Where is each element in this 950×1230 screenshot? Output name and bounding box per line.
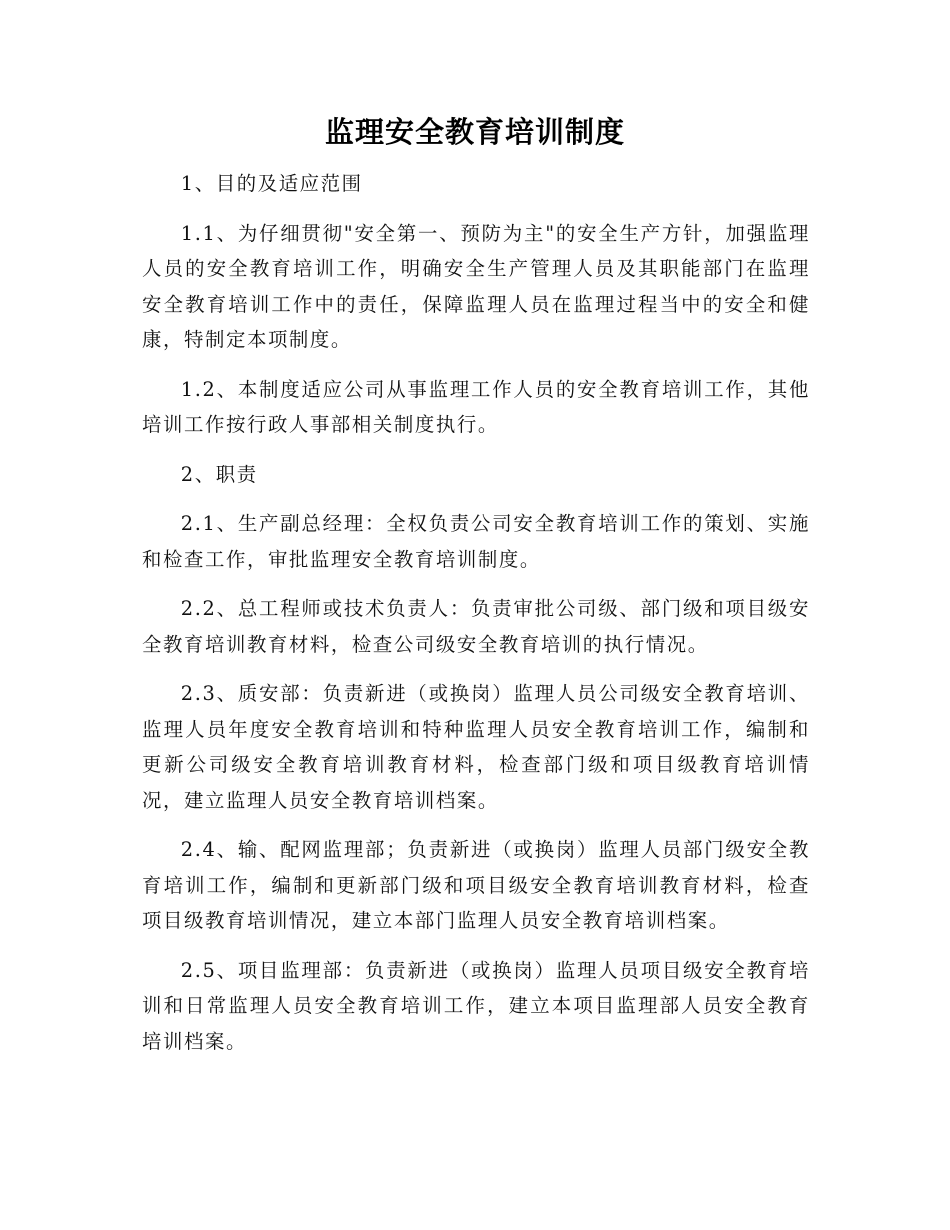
paragraph-1-2: 1.2、本制度适应公司从事监理工作人员的安全教育培训工作，其他培训工作按行政人事部相关制度执行。 bbox=[142, 377, 810, 436]
paragraph-2-1: 2.1、生产副总经理：全权负责公司安全教育培训工作的策划、实施和检查工作，审批监理安全教育培训制度。 bbox=[142, 512, 810, 571]
section-heading-2: 2、职责 bbox=[180, 462, 258, 486]
document-title: 监理安全教育培训制度 bbox=[324, 115, 625, 149]
section-heading-1: 1、目的及适应范围 bbox=[180, 172, 363, 195]
paragraph-2-3: 2.3、质安部：负责新进（或换岗）监理人员公司级安全教育培训、监理人员年度安全教育培训和特种监理人员安全教育培训工作，编制和更新公司级安全教育培训教育材料，检查部门级和项目级教育培训情况，建立监理人员安全教育培训档案。 bbox=[142, 682, 810, 812]
paragraph-2-4: 2.4、输、配网监理部；负责新进（或换岗）监理人员部门级安全教育培训工作，编制和更新部门级和项目级安全教育培训教育材料，检查项目级教育培训情况，建立本部门监理人员安全教育培训档案。 bbox=[142, 838, 810, 932]
document-body bbox=[142, 166, 810, 1073]
paragraph-2-5: 2.5、项目监理部：负责新进（或换岗）监理人员项目级安全教育培训和日常监理人员安全教育培训工作，建立本项目监理部人员安全教育培训档案。 bbox=[142, 958, 810, 1053]
paragraph-1-1: 1.1、为仔细贯彻"安全第一、预防为主"的安全生产方针，加强监理人员的安全教育培训工作，明确安全生产管理人员及其职能部门在监理安全教育培训工作中的责任，保障监理人员在监理过程当中的安全和健康，特制定本项制度。 bbox=[142, 221, 810, 351]
paragraph-2-2: 2.2、总工程师或技术负责人：负责审批公司级、部门级和项目级安全教育培训教育材料，检查公司级安全教育培训的执行情况。 bbox=[142, 597, 810, 656]
